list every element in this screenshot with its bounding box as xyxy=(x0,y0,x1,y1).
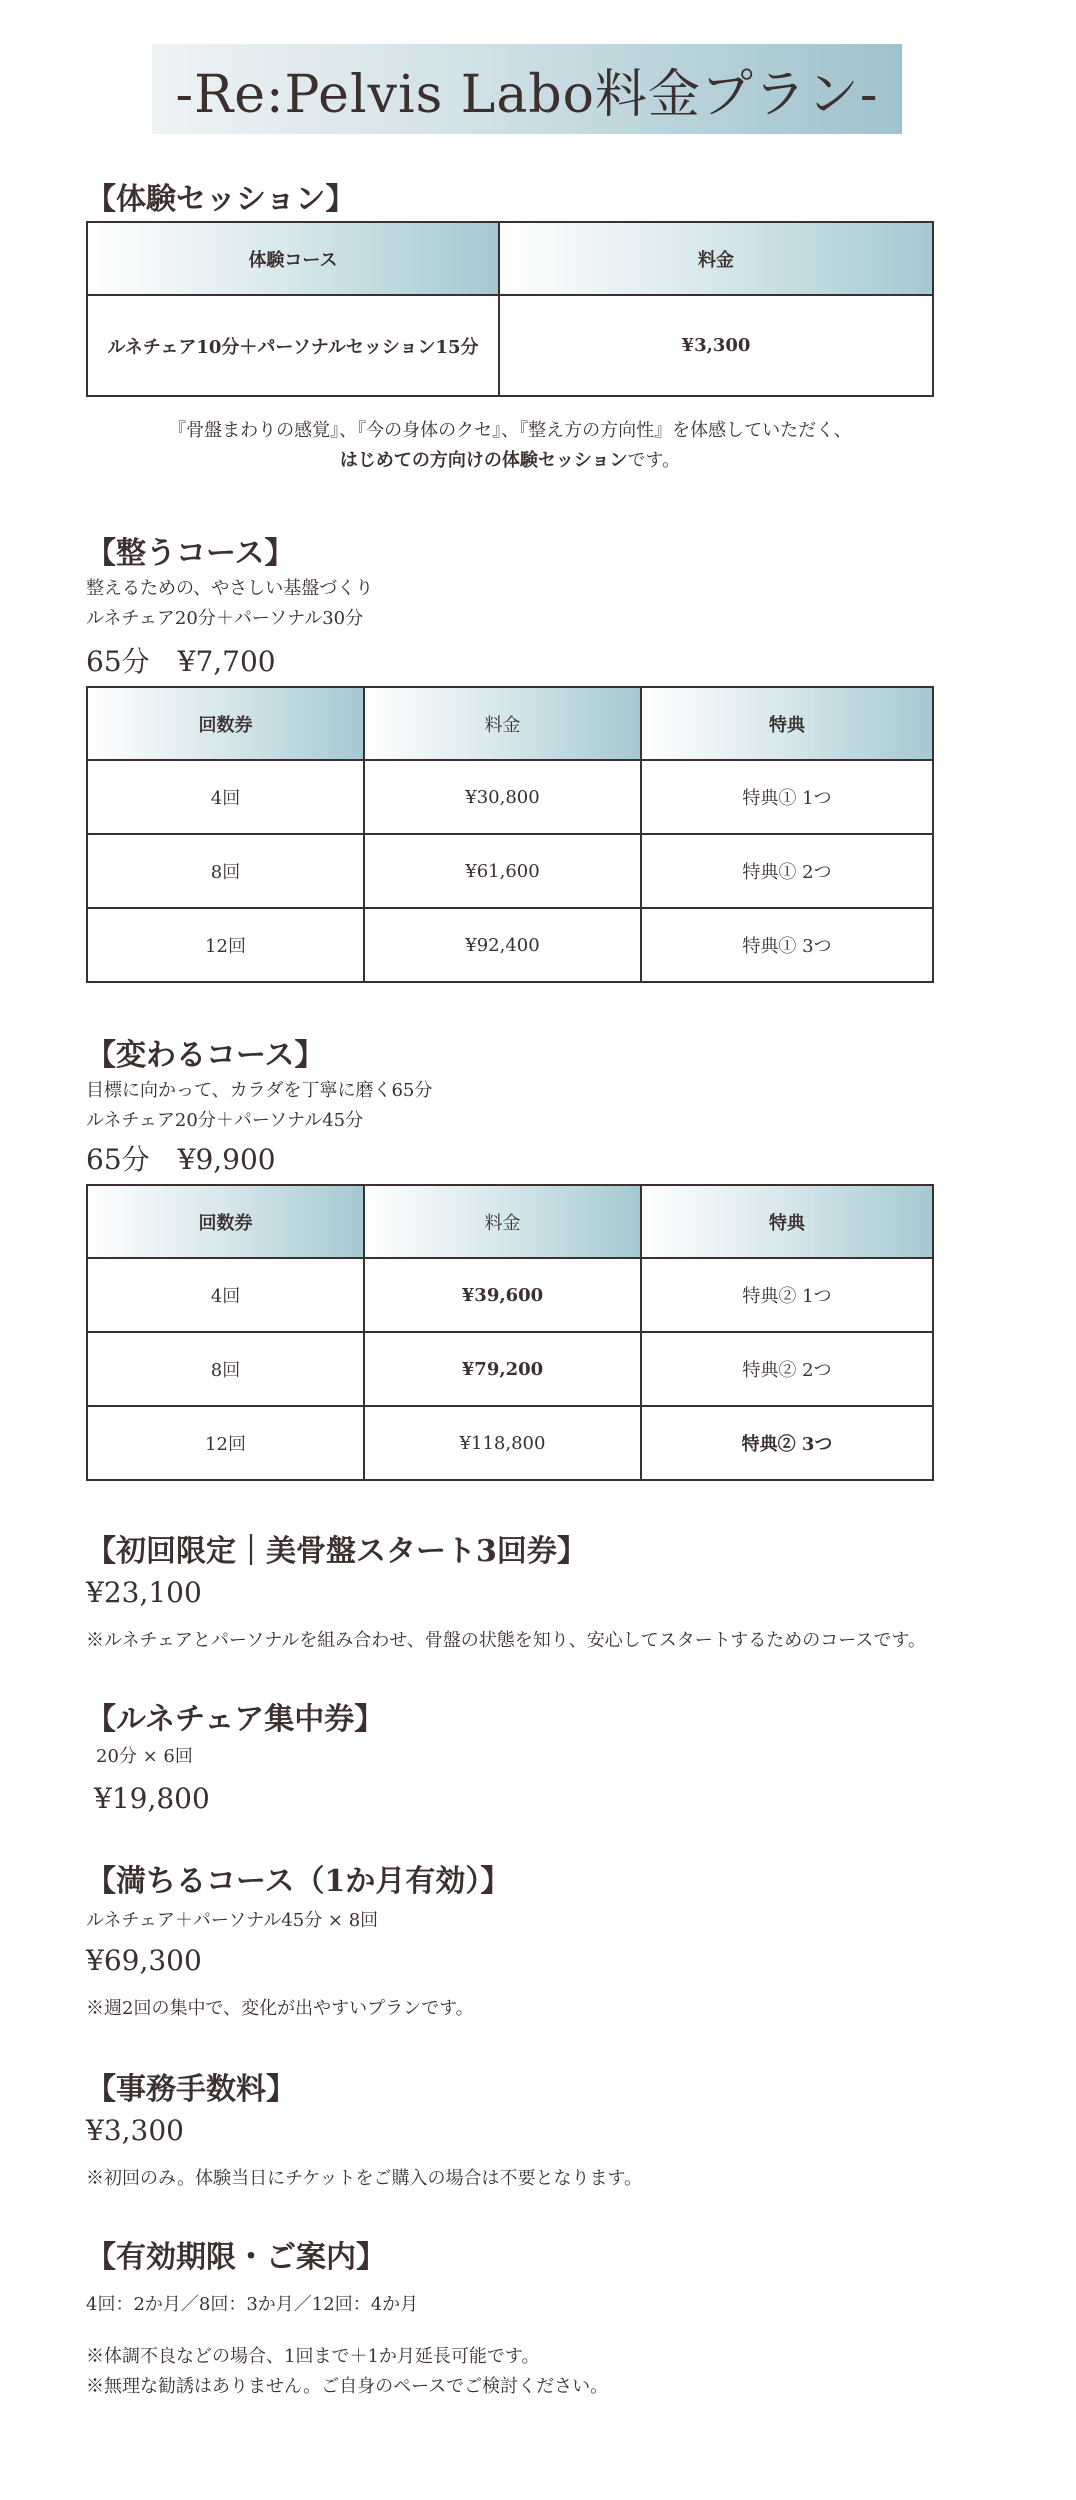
bonus-cell: 特典① 1つ xyxy=(641,760,933,834)
kawaru-table xyxy=(86,1184,934,1481)
tickets-cell: 4回 xyxy=(87,1258,364,1332)
validity-note1: ※体調不良などの場合、1回まで＋1か月延長可能です。 xyxy=(86,2346,540,2367)
table-row xyxy=(87,1258,933,1332)
title-banner xyxy=(152,44,902,134)
kawaru-desc2: ルネチェア20分＋パーソナル45分 xyxy=(86,1110,364,1131)
page-title: -Re:Pelvis Labo料金プラン- xyxy=(175,64,879,125)
kawaru-header-tickets: 回数券 xyxy=(87,1185,364,1258)
totonou-header-bonus: 特典 xyxy=(641,687,933,760)
bonus-cell: 特典② 3つ xyxy=(641,1406,933,1480)
trial-heading: 【体験セッション】 xyxy=(86,182,356,217)
first-limited-price: ¥23,100 xyxy=(86,1576,202,1609)
table-row xyxy=(87,834,933,908)
table-row xyxy=(87,1332,933,1406)
michiru-price: ¥69,300 xyxy=(86,1944,202,1977)
totonou-price: 65分 ¥7,700 xyxy=(86,645,276,678)
trial-note-line2 xyxy=(86,446,934,472)
first-limited-note: ※ルネチェアとパーソナルを組み合わせ、骨盤の状態を知り、安心してスタートするためのコースです。 xyxy=(86,1630,926,1651)
validity-note2: ※無理な勧誘はありません。ご自身のペースでご検討ください。 xyxy=(86,2376,609,2397)
kawaru-header-bonus: 特典 xyxy=(641,1185,933,1258)
rune-intensive-price: ¥19,800 xyxy=(94,1782,210,1815)
totonou-desc1: 整えるための、やさしい基盤づくり xyxy=(86,578,374,599)
bonus-cell: 特典② 1つ xyxy=(641,1258,933,1332)
price-cell: ¥79,200 xyxy=(364,1332,641,1406)
tickets-cell: 12回 xyxy=(87,908,364,982)
totonou-table xyxy=(86,686,934,983)
admin-fee-note: ※初回のみ。体験当日にチケットをご購入の場合は不要となります。 xyxy=(86,2168,643,2189)
admin-fee-heading: 【事務手数料】 xyxy=(86,2072,296,2107)
tickets-cell: 4回 xyxy=(87,760,364,834)
michiru-heading: 【満ちるコース（1か月有効）】 xyxy=(86,1864,511,1899)
tickets-cell: 12回 xyxy=(87,1406,364,1480)
price-cell: ¥92,400 xyxy=(364,908,641,982)
tickets-cell: 8回 xyxy=(87,834,364,908)
bonus-cell: 特典① 2つ xyxy=(641,834,933,908)
price-cell: ¥61,600 xyxy=(364,834,641,908)
totonou-header-tickets: 回数券 xyxy=(87,687,364,760)
trial-note-rest: です。 xyxy=(627,450,681,471)
michiru-note: ※週2回の集中で、変化が出やすいプランです。 xyxy=(86,1998,474,2019)
rune-intensive-desc: 20分 × 6回 xyxy=(96,1746,193,1767)
trial-note-line1: 『骨盤まわりの感覚』、『今の身体のクセ』、『整え方の方向性』を体感していただく、 xyxy=(168,420,852,441)
validity-periods: 4回：2か月／8回：3か月／12回：4か月 xyxy=(86,2294,419,2315)
trial-note-bold: はじめての方向けの体験セッション xyxy=(339,450,628,471)
kawaru-heading: 【変わるコース】 xyxy=(86,1038,325,1073)
trial-price-cell: ¥3,300 xyxy=(499,295,933,396)
trial-course-cell: ルネチェア10分＋パーソナルセッション15分 xyxy=(87,295,499,396)
trial-header-course: 体験コース xyxy=(87,222,499,295)
validity-heading: 【有効期限・ご案内】 xyxy=(86,2240,386,2275)
totonou-desc2: ルネチェア20分＋パーソナル30分 xyxy=(86,608,364,629)
totonou-header-price: 料金 xyxy=(364,687,641,760)
kawaru-desc1: 目標に向かって、カラダを丁寧に磨く65分 xyxy=(86,1080,433,1101)
kawaru-price: 65分 ¥9,900 xyxy=(86,1143,276,1176)
bonus-cell: 特典② 2つ xyxy=(641,1332,933,1406)
table-row xyxy=(87,1406,933,1480)
trial-header-price: 料金 xyxy=(499,222,933,295)
table-row xyxy=(87,760,933,834)
price-cell: ¥118,800 xyxy=(364,1406,641,1480)
price-cell: ¥30,800 xyxy=(364,760,641,834)
price-cell: ¥39,600 xyxy=(364,1258,641,1332)
michiru-desc: ルネチェア＋パーソナル45分 × 8回 xyxy=(86,1910,379,1931)
tickets-cell: 8回 xyxy=(87,1332,364,1406)
bonus-cell: 特典① 3つ xyxy=(641,908,933,982)
totonou-heading: 【整うコース】 xyxy=(86,536,295,571)
trial-table xyxy=(86,221,934,397)
kawaru-header-price: 料金 xyxy=(364,1185,641,1258)
first-limited-heading: 【初回限定｜美骨盤スタート3回券】 xyxy=(86,1534,587,1569)
rune-intensive-heading: 【ルネチェア集中券】 xyxy=(86,1702,385,1737)
admin-fee-price: ¥3,300 xyxy=(86,2114,184,2147)
table-row xyxy=(87,908,933,982)
